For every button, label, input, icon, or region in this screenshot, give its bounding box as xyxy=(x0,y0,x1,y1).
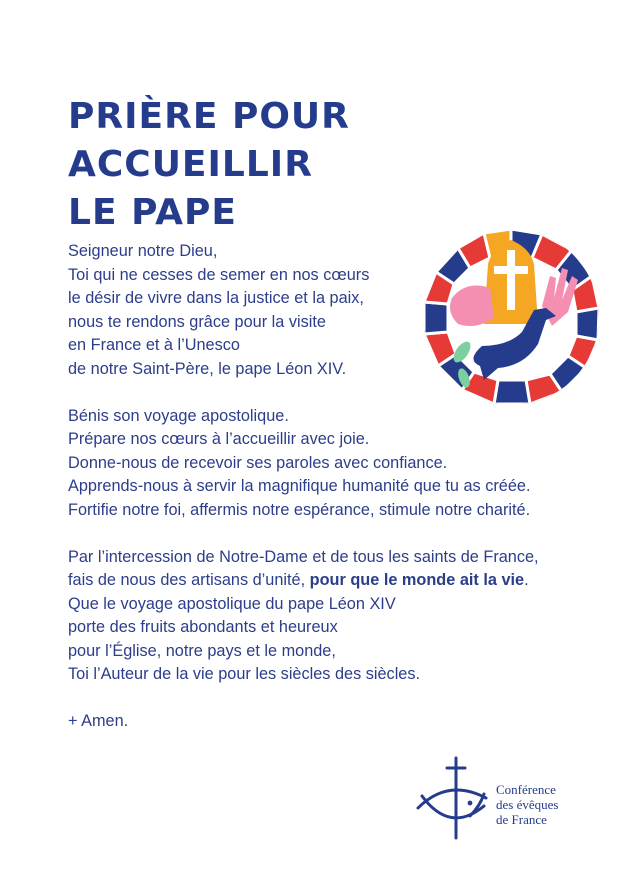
logo-text xyxy=(496,782,558,827)
logo-line-2: des évêques xyxy=(496,797,559,812)
prayer-line: en France et à l’Unesco xyxy=(68,336,240,354)
page-title xyxy=(68,93,608,237)
logo-line-3: de France xyxy=(496,812,547,827)
prayer-line: porte des fruits abondants et heureux xyxy=(68,618,338,636)
prayer-line: Apprends-nous à servir la magnifique humanité que tu as créée. xyxy=(68,477,531,495)
prayer-line: nous te rendons grâce pour la visite xyxy=(68,312,326,331)
logo-line-1: Conférence xyxy=(496,782,556,797)
prayer-line: pour l’Église, notre pays et le monde, xyxy=(68,641,336,660)
prayer-stanza-2 xyxy=(68,405,588,523)
prayer-amen xyxy=(68,710,588,734)
prayer-line: Prépare nos cœurs à l’accueillir avec joie. xyxy=(68,430,370,448)
prayer-line: le désir de vivre dans la justice et la paix, xyxy=(68,289,364,307)
prayer-line-text: . xyxy=(524,571,529,589)
prayer-text xyxy=(68,240,588,757)
prayer-line: de notre Saint-Père, le pape Léon XIV. xyxy=(68,359,347,378)
prayer-line: Donne-nous de recevoir ses paroles avec confiance. xyxy=(68,453,448,472)
prayer-line: Fortifie notre foi, affermis notre espérance, stimule notre charité. xyxy=(68,500,531,519)
prayer-line: Toi l’Auteur de la vie pour les siècles des siècles. xyxy=(68,665,421,683)
prayer-line: Seigneur notre Dieu, xyxy=(68,242,218,260)
prayer-stanza-1 xyxy=(68,240,588,381)
title-line-2: LE PAPE xyxy=(68,192,237,233)
prayer-line-text: fais de nous des artisans d’unité, xyxy=(68,571,310,589)
prayer-line: Bénis son voyage apostolique. xyxy=(68,406,289,425)
prayer-line: Par l’intercession de Notre-Dame et de tous les saints de France, xyxy=(68,547,539,566)
prayer-line xyxy=(68,569,588,593)
prayer-line: Toi qui ne cesses de semer en nos cœurs xyxy=(68,265,370,284)
prayer-stanza-3 xyxy=(68,546,588,687)
amen-line: + Amen. xyxy=(68,712,129,730)
fish-cross-logo-icon xyxy=(414,756,490,840)
prayer-line: Que le voyage apostolique du pape Léon XIV xyxy=(68,594,396,613)
prayer-emphasis: pour que le monde ait la vie xyxy=(309,571,525,589)
title-line-1: PRIÈRE POUR ACCUEILLIR xyxy=(68,96,350,185)
